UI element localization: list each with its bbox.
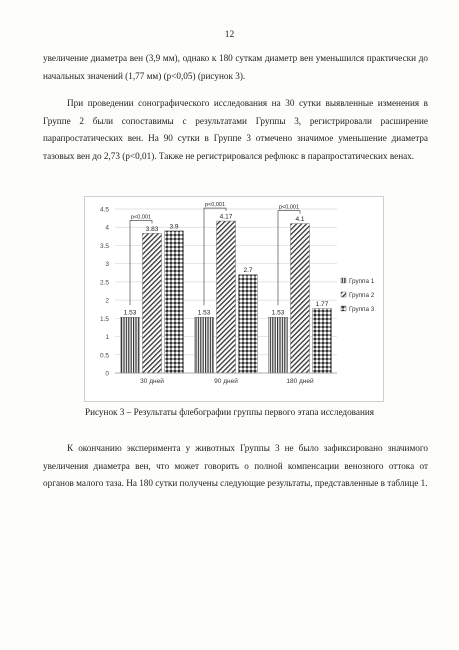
bar-2 [217, 221, 236, 373]
y-tick-label: 3.5 [99, 242, 109, 250]
legend-label: Группа 2 [349, 292, 375, 299]
y-tick-label: 0.5 [99, 352, 109, 360]
y-tick-label: 4 [105, 224, 109, 232]
bar-3 [313, 308, 332, 373]
bar-2 [291, 224, 310, 373]
p-value-label: p<0,001 [204, 202, 226, 209]
legend-swatch [341, 292, 346, 297]
bar-2 [143, 233, 162, 373]
y-tick-label: 2.5 [99, 279, 109, 287]
bar-value-label: 1.53 [197, 309, 211, 317]
legend-label: Группа 3 [349, 306, 375, 313]
paragraph-3 [43, 440, 428, 493]
bar-value-label: 1.53 [123, 309, 137, 317]
bar-3 [239, 275, 258, 373]
legend-label: Группа 1 [349, 278, 375, 285]
figure-caption: Рисунок 3 – Результаты флебографии группы первого этапа исследования [84, 407, 375, 417]
y-tick-label: 3 [105, 261, 109, 269]
bar-value-label: 1.53 [271, 309, 285, 317]
paragraph-2-text: При проведении сонографического исследования на 30 сутки выявленные изменения в Группе 2 были сопоставимы с результатами Группы 3, регистрировали расширение парапростатических вен. На 90 сутки в Группе 3 отмечено значимое уменьшение диаметра тазовых вен до 2,73 (p<0,01). Также не регистрировался рефлюкс в парапростатических венах. [43, 98, 428, 161]
bar-value-label: 3.9 [169, 223, 179, 231]
y-tick-label: 4.5 [99, 206, 109, 214]
x-tick-label: 90 дней [214, 378, 238, 385]
y-tick-label: 0 [105, 370, 109, 378]
y-tick-label: 2 [105, 297, 109, 305]
legend-swatch [341, 306, 346, 311]
paragraph-1: увеличение диаметра вен (3,9 мм), однако к 180 суткам диаметр вен уменьшился практически до начальных значений (1,77 мм) (p<0,05) (рисунок 3). [43, 53, 428, 81]
x-tick-label: 30 дней [140, 378, 164, 385]
bar-3 [165, 231, 184, 373]
bar-1 [195, 317, 214, 373]
legend-swatch [341, 278, 346, 283]
p-value-label: p<0,001 [278, 204, 300, 211]
bar-chart [85, 197, 383, 401]
bar-1 [121, 317, 140, 373]
y-tick-label: 1.5 [99, 315, 109, 323]
p-value-label: p<0,001 [130, 214, 152, 221]
chart-frame [84, 196, 384, 402]
bar-1 [269, 317, 288, 373]
y-tick-label: 1 [105, 334, 109, 342]
x-tick-label: 180 дней [286, 378, 314, 385]
bar-value-label: 1.77 [315, 300, 329, 308]
bar-value-label: 4.1 [295, 216, 305, 224]
paragraph-2 [43, 95, 428, 165]
bar-value-label: 2.7 [243, 267, 253, 275]
bar-value-label: 4.17 [219, 213, 233, 221]
bar-value-label: 3.83 [145, 225, 159, 233]
page-number: 12 [224, 30, 235, 40]
paragraph-3-text: К окончанию эксперимента у животных Группы 3 не было зафиксировано значимого увеличения диаметра вен, что может говорить о полной компенсации венозного оттока от органов малого таза. На 180 сутки получены следующие результаты, представленные в таблице 1. [43, 443, 428, 489]
